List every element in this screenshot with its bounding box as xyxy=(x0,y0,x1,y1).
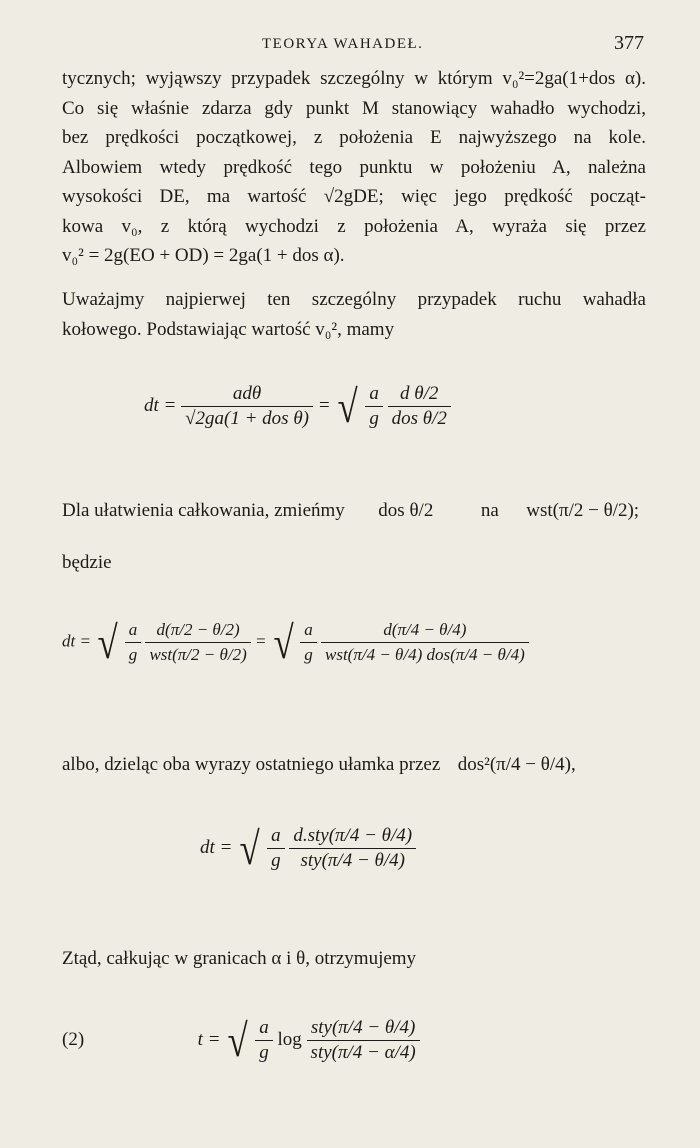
eq3-sqrt-numerator: a xyxy=(267,824,285,849)
equation-1 xyxy=(144,380,451,433)
radical-sign: √ xyxy=(337,381,359,432)
equation-label: (2) xyxy=(62,1028,85,1050)
eq4-sqrt-denominator: g xyxy=(259,1042,269,1063)
paragraph-1 xyxy=(62,64,646,271)
radical-sign: √ xyxy=(273,617,294,668)
text-line: v₀² = 2g(EO + OD) = 2ga(1 + dos α). xyxy=(62,245,345,266)
eq1-sqrt-numerator: a xyxy=(365,382,383,407)
radical-sign: √ xyxy=(97,617,118,668)
eq3-sqrt-fraction xyxy=(267,824,285,873)
eq4-sqrt-fraction xyxy=(255,1016,273,1065)
equation-3 xyxy=(200,822,416,875)
albo-text: albo, dzieląc oba wyrazy ostatniego ułamka przez xyxy=(62,754,441,775)
eq3-fraction xyxy=(289,824,416,873)
albo-line xyxy=(62,754,576,776)
eq2-frac2-denominator: wst(π/4 − θ/4) dos(π/4 − θ/4) xyxy=(324,645,525,664)
eq2-fraction-2 xyxy=(321,618,529,667)
eq2-sqrt-denominator-1: g xyxy=(128,645,138,664)
eq1-frac1-numerator: adθ xyxy=(181,382,313,407)
equation-2 xyxy=(62,616,529,669)
eq4-log: log xyxy=(277,1028,302,1050)
radical-sign: √ xyxy=(227,1015,248,1066)
eq3-lhs: dt = xyxy=(200,836,233,858)
zdad-line: Ztąd, całkując w granicach α i θ, otrzymujemy xyxy=(62,948,417,969)
eq2-fraction-1 xyxy=(145,618,250,667)
eq3-numerator: d.sty(π/4 − θ/4) xyxy=(289,824,416,849)
eq2-sqrt-numerator-2: a xyxy=(300,618,317,643)
text-line: Uważajmy najpierwej ten szczególny przypadek ruchu wahadła xyxy=(62,289,646,310)
eq2-frac2-numerator: d(π/4 − θ/4) xyxy=(321,618,529,643)
eq1-sqrt-denominator: g xyxy=(369,408,379,429)
eq1-fraction-1 xyxy=(181,382,313,431)
eq4-denominator: sty(π/4 − α/4) xyxy=(310,1042,416,1063)
eq2-sqrt-fraction-1 xyxy=(125,618,142,667)
substitution-text: Dla ułatwienia całkowania, zmieńmy xyxy=(62,500,345,521)
text-line: wysokości DE, ma wartość √2gDE; więc jego prędkość począt- xyxy=(62,186,646,207)
eq4-fraction xyxy=(307,1016,420,1065)
substitution-word-na: na xyxy=(480,500,499,521)
eq3-denominator: sty(π/4 − θ/4) xyxy=(300,850,405,871)
eq1-fraction-2 xyxy=(388,382,451,431)
bedzie-line: będzie xyxy=(62,552,112,573)
running-title: TEORYA WAHADEŁ. xyxy=(262,36,424,52)
substitution-line xyxy=(62,500,639,522)
eq4-numerator: sty(π/4 − θ/4) xyxy=(307,1016,420,1041)
substitution-expr-a: dos θ/2 xyxy=(378,500,434,521)
eq1-frac2-denominator: dos θ/2 xyxy=(391,408,447,429)
eq2-sqrt-numerator-1: a xyxy=(125,618,142,643)
eq1-frac2-numerator: d θ/2 xyxy=(388,382,451,407)
equation-4 xyxy=(62,1014,646,1067)
eq2-sqrt-fraction-2 xyxy=(300,618,317,667)
text-line: bez prędkości początkowej, z położenia E najwyższego na kole. xyxy=(62,127,646,148)
eq1-frac1-denominator: √2ga(1 + dos θ) xyxy=(185,408,309,429)
eq2-lhs: dt = xyxy=(62,631,91,651)
substitution-expr-b: wst(π/2 − θ/2); xyxy=(526,500,640,521)
text-line: tycznych; wyjąwszy przypadek szczególny w którym v₀²=2ga(1+dos α). xyxy=(62,68,646,89)
eq3-sqrt-denominator: g xyxy=(271,850,281,871)
page-header xyxy=(0,32,700,60)
bleed-through-texture xyxy=(60,330,660,1050)
eq1-equals: = xyxy=(317,394,331,416)
eq2-sqrt-denominator-2: g xyxy=(304,645,313,664)
paragraph-2 xyxy=(62,285,646,344)
eq1-sqrt-fraction xyxy=(365,382,383,431)
eq1-lhs: dt = xyxy=(144,394,177,416)
text-line: Albowiem wtedy prędkość tego punktu w położeniu A, należna xyxy=(62,156,646,178)
page-number: 377 xyxy=(614,32,644,54)
text-line: Co się właśnie zdarza gdy punkt M stanowiący wahadło wychodzi, xyxy=(62,97,646,119)
eq2-equals: = xyxy=(255,631,267,651)
text-line: kołowego. Podstawiając wartość v₀², mamy xyxy=(62,318,395,340)
text-line: kowa v₀, z którą wychodzi z położenia A, wyraża się przez xyxy=(62,215,646,237)
eq4-sqrt-numerator: a xyxy=(255,1016,273,1041)
radical-sign: √ xyxy=(239,823,260,874)
eq4-lhs: t = xyxy=(197,1028,221,1050)
albo-expr: dos²(π/4 − θ/4), xyxy=(457,754,576,775)
eq2-frac1-denominator: wst(π/2 − θ/2) xyxy=(149,645,247,664)
eq2-frac1-numerator: d(π/2 − θ/2) xyxy=(145,618,250,643)
